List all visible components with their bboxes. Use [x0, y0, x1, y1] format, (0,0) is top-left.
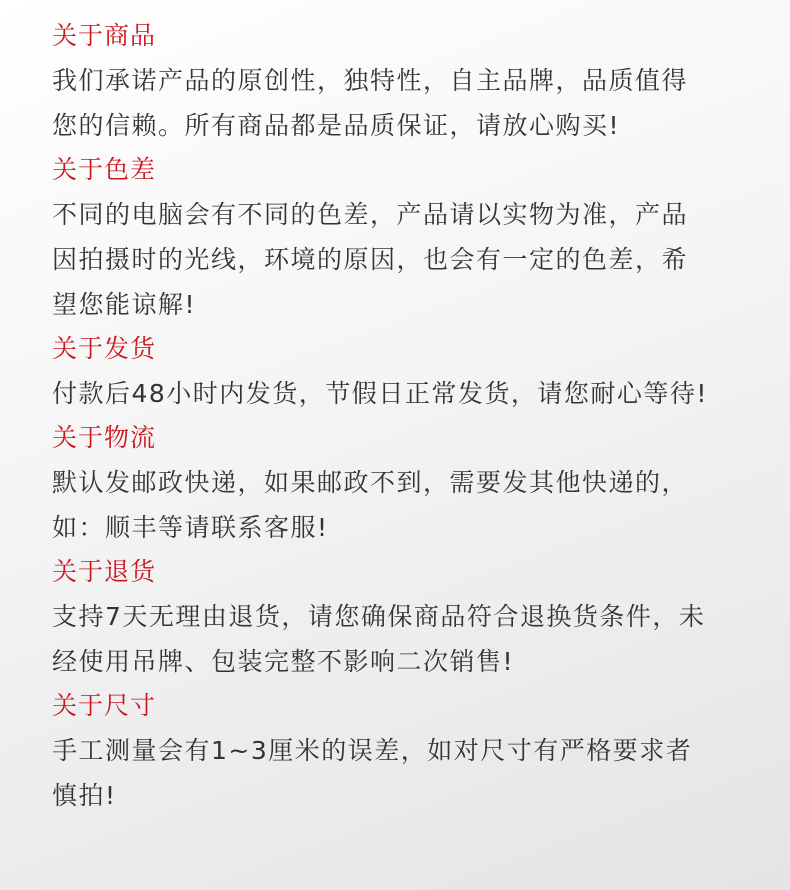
section-body-shipping: [52, 371, 750, 416]
text-line: 如：顺丰等请联系客服!: [52, 513, 329, 542]
text-line: 您的信赖。所有商品都是品质保证，请放心购买!: [52, 111, 621, 140]
section-title-shipping: 关于发货: [52, 334, 157, 363]
text-line: 不同的电脑会有不同的色差，产品请以实物为准，产品: [52, 200, 689, 229]
section-body-size: [52, 728, 750, 818]
section-title-logistics: 关于物流: [52, 423, 157, 452]
section-title-color: 关于色差: [52, 155, 157, 184]
section-body-logistics: [52, 460, 750, 550]
text-line: 我们承诺产品的原创性，独特性，自主品牌，品质值得: [52, 66, 689, 95]
section-title-returns: 关于退货: [52, 557, 157, 586]
text-line: 支持7天无理由退货，请您确保商品符合退换货条件，未: [52, 602, 706, 631]
text-line: 因拍摄时的光线，环境的原因，也会有一定的色差，希: [52, 245, 689, 274]
section-title-size: 关于尺寸: [52, 691, 157, 720]
text-line: 望您能谅解!: [52, 290, 197, 319]
section-body-returns: [52, 594, 750, 684]
text-line: 默认发邮政快递，如果邮政不到，需要发其他快递的，: [52, 468, 689, 497]
section-title-product: 关于商品: [52, 21, 157, 50]
section-body-color: [52, 192, 750, 327]
text-line: 经使用吊牌、包装完整不影响二次销售!: [52, 647, 515, 676]
section-body-product: [52, 58, 750, 148]
text-line: 付款后48小时内发货，节假日正常发货，请您耐心等待!: [52, 379, 708, 408]
text-line: 慎拍!: [52, 781, 117, 810]
text-line: 手工测量会有1~3厘米的误差，如对尺寸有严格要求者: [52, 736, 693, 765]
